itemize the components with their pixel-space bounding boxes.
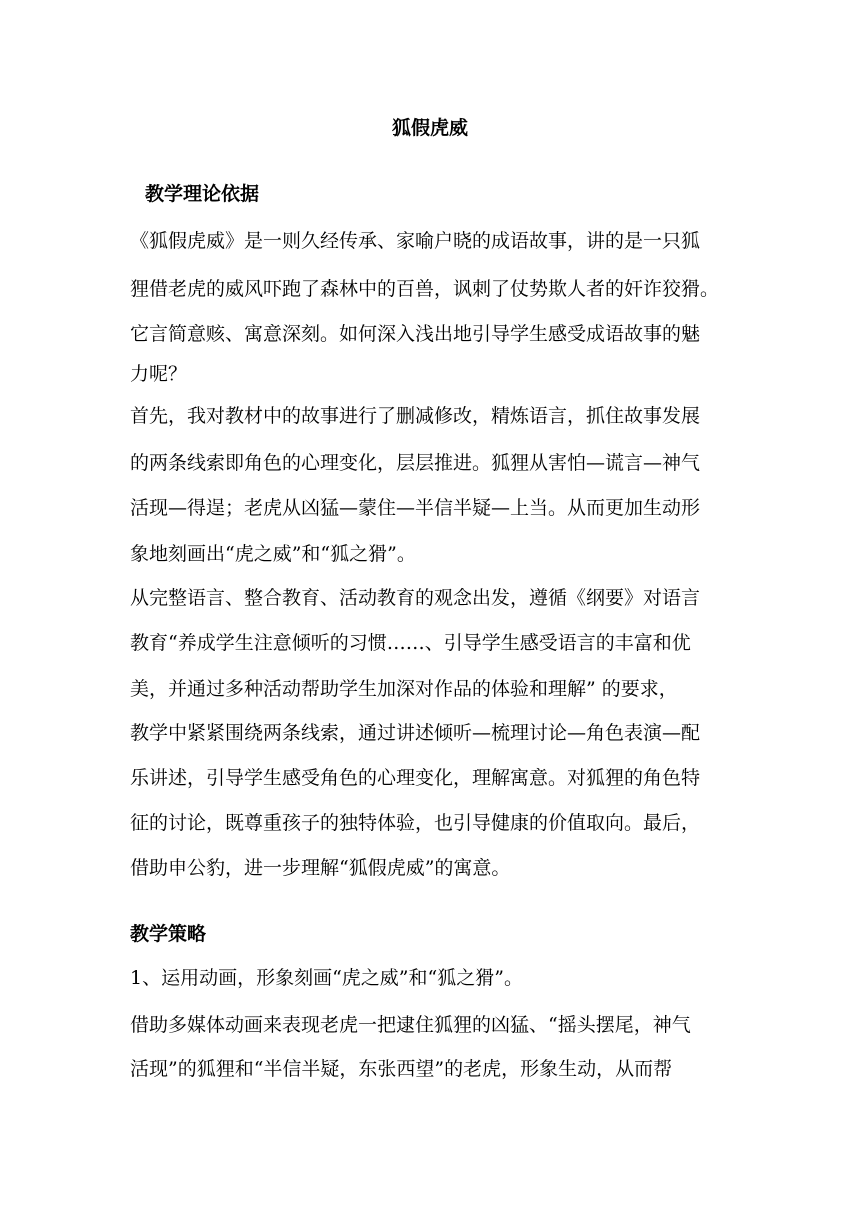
- paragraph-line: 象地刻画出“虎之威”和“狐之猾”。: [130, 543, 416, 565]
- paragraph-line: 狸借老虎的威风吓跑了森林中的百兽，讽刺了仗势欺人者的奸诈狡猾。: [130, 278, 720, 300]
- paragraph-line: 它言简意赅、寓意深刻。如何深入浅出地引导学生感受成语故事的魅: [130, 323, 701, 345]
- paragraph-line: 借助多媒体动画来表现老虎一把逮住狐狸的凶猛、“摇头摆尾，神气: [130, 1014, 691, 1036]
- paragraph-line: 活现—得逞；老虎从凶猛—蒙住—半信半疑—上当。从而更加生动形: [130, 497, 701, 519]
- paragraph-line: 从完整语言、整合教育、活动教育的观念出发，遵循《纲要》对语言: [130, 587, 701, 609]
- paragraph-line: 活现”的狐狸和“半信半疑，东张西望”的老虎，形象生动，从而帮: [130, 1058, 673, 1080]
- section-heading-theory: 教学理论依据: [145, 183, 260, 205]
- section-heading-strategy: 教学策略: [130, 923, 207, 945]
- paragraph-line: 1、运用动画，形象刻画“虎之威”和“狐之猾”。: [130, 967, 523, 989]
- paragraph-line: 的两条线索即角色的心理变化，层层推进。狐狸从害怕—谎言—神气: [130, 452, 701, 474]
- paragraph-line: 《狐假虎威》是一则久经传承、家喻户晓的成语故事，讲的是一只狐: [130, 230, 701, 252]
- paragraph-line: 美，并通过多种活动帮助学生加深对作品的体验和理解” 的要求，: [130, 678, 678, 700]
- paragraph-line: 教学中紧紧围绕两条线索，通过讲述倾听—梳理讨论—角色表演—配: [130, 722, 701, 744]
- paragraph-line: 力呢？: [130, 363, 188, 385]
- paragraph-line: 乐讲述，引导学生感受角色的心理变化，理解寓意。对狐狸的角色特: [130, 767, 701, 789]
- paragraph-line: 教育“养成学生注意倾听的习惯……、引导学生感受语言的丰富和优: [130, 632, 691, 654]
- paragraph-line: 借助申公豹，进一步理解“狐假虎威”的寓意。: [130, 857, 511, 879]
- paragraph-line: 征的讨论，既尊重孩子的独特体验，也引导健康的价值取向。最后，: [130, 812, 701, 834]
- paragraph-line: 首先，我对教材中的故事进行了删减修改，精炼语言，抓住故事发展: [130, 405, 701, 427]
- document-title: 狐假虎威: [391, 117, 468, 139]
